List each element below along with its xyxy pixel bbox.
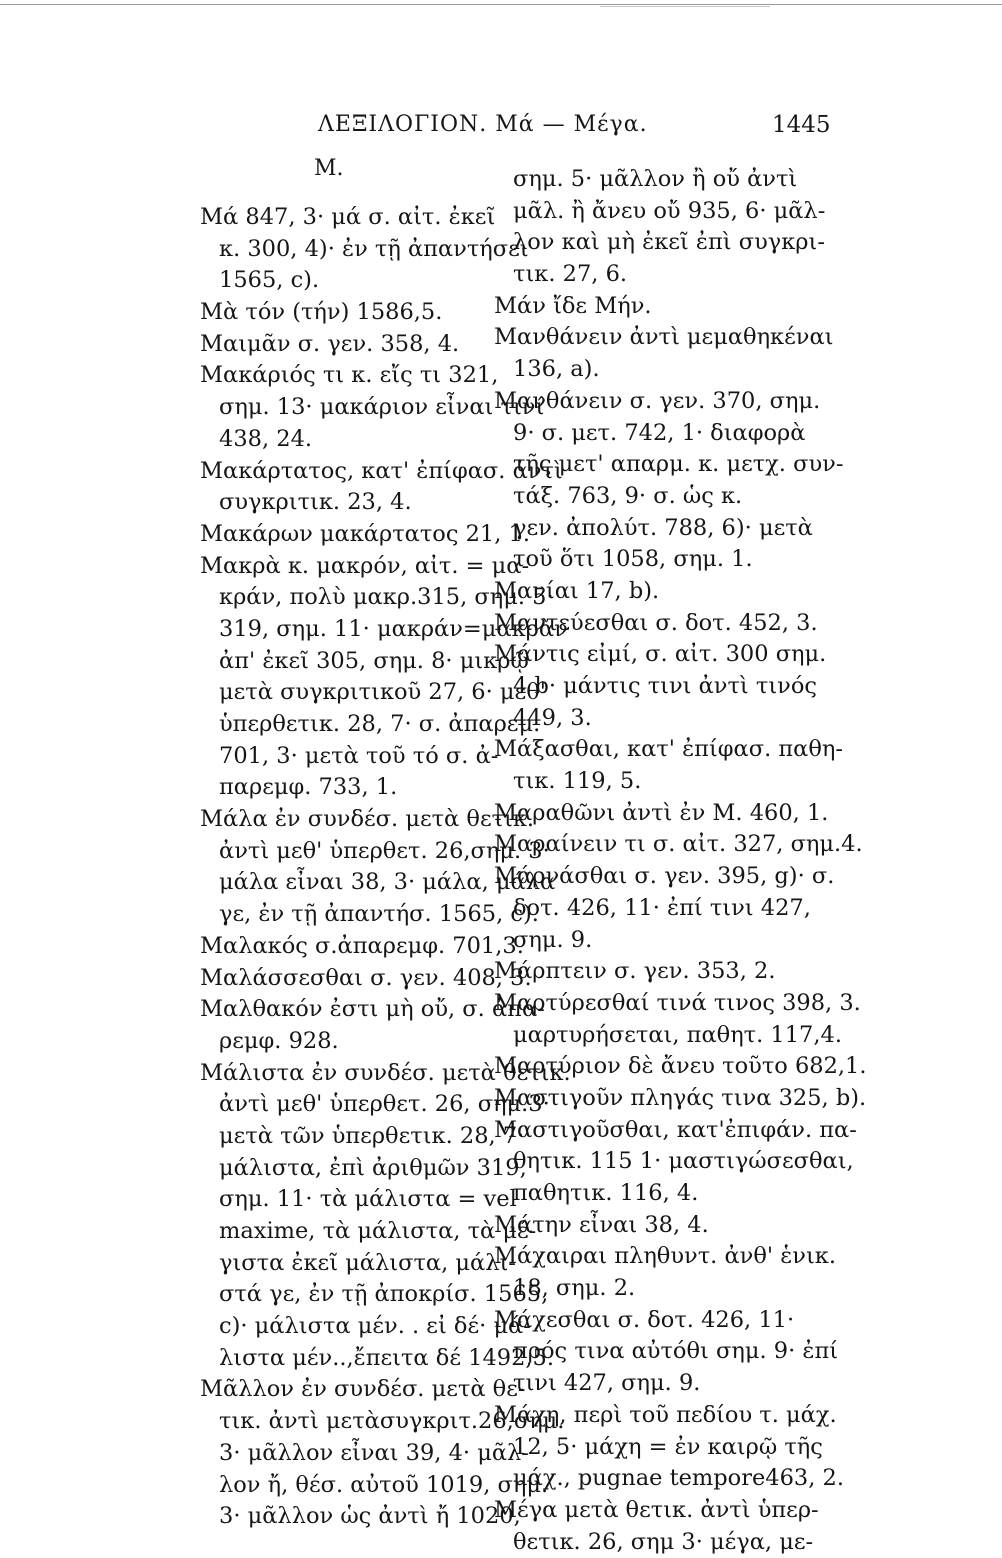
entry-line: ἀντὶ μεθ' ὑπερθετ. 26,σημ. 3· [219,837,550,864]
entry-line: c)· μάλιστα μέν. . εἰ δέ· μά- [219,1313,531,1340]
entry-line: Μάλα ἐν συνδέσ. μετὰ θετικ. [200,806,535,833]
entry-line: Μαρτύριον δὲ ἄνευ τοῦτο 682,1. [494,1053,867,1080]
entry-line: 3· μᾶλλον ὡς ἀντὶ ἤ 1020, [219,1503,521,1530]
entry-line: τοῦ ὅτι 1058, σημ. 1. [513,546,753,573]
running-title: ΛΕΞΙΛΟΓΙΟΝ. Μά — Μέγα. [318,112,648,137]
entry-line: Μάντις εἰμί, σ. αἰτ. 300 σημ. [494,641,827,668]
entry-line: Μάτην εἶναι 38, 4. [494,1211,709,1238]
entry-line: Μᾶλλον ἐν συνδέσ. μετὰ θε- [200,1376,526,1403]
page-header [0,112,1002,148]
entry-line: ρεμφ. 928. [219,1027,339,1054]
entry-line: Μάξασθαι, κατ' ἐπίφασ. παθη- [494,736,843,763]
entry-line: Μανθάνειν ἀντὶ μεμαθηκέναι [494,324,834,351]
entry-line: μάχ., pugnae tempore463, 2. [513,1465,845,1492]
entry-line: γε, ἐν τῇ ἀπαντήσ. 1565, c). [219,901,539,928]
entry-line: παρεμφ. 733, 1. [219,774,398,801]
entry-line: Μανθάνειν σ. γεν. 370, σημ. [494,387,821,414]
entry-line: 136, a). [513,356,600,383]
entry-line: λον ἤ, θέσ. αὐτοῦ 1019, σημ. [219,1471,549,1498]
entry-line: μετὰ τῶν ὑπερθετικ. 28, 7· [219,1122,525,1149]
entry-line: τικ. ἀντὶ μετὰσυγκριτ.26,σημ. [219,1408,565,1435]
entry-line: 438, 24. [219,425,313,452]
entry-line: Μαραθῶνι ἀντὶ ἐν Μ. 460, 1. [494,799,829,826]
entry-line: σημ. 5· μᾶλλον ἢ οὔ ἀντὶ [513,166,798,192]
entry-line: Μάλιστα ἐν συνδέσ. μετὰ θετικ. [200,1059,571,1086]
entry-line: Μαστιγοῦν πληγάς τινα 325, b). [494,1084,867,1111]
entry-line: Μανίαι 17, b). [494,577,660,604]
entry-line: 4 b· μάντις τινι ἀντὶ τινός [513,673,818,699]
entry-line: σημ. 13· μακάριον εἶναι τινί [219,394,545,421]
entry-line: Μὰ τόν (τήν) 1586,5. [200,299,443,326]
entry-line: Μακάρων μακάρτατος 21, 1. [200,520,530,547]
entry-line: Μά 847, 3· μά σ. αἰτ. ἐκεῖ [200,204,496,230]
entry-line: στά γε, ἐν τῇ ἀποκρίσ. 1565, [219,1281,549,1308]
page-number: 1445 [772,112,831,138]
entry-line: Μάχη, περὶ τοῦ πεδίου τ. μάχ. [494,1401,837,1428]
entry-line: Μάρνάσθαι σ. γεν. 395, g)· σ. [494,863,835,890]
entry-line: 1565, c). [219,267,320,294]
entry-line: μάλιστα, ἐπὶ ἀριθμῶν 319, [219,1154,527,1181]
entry-line: Μάν ἴδε Μήν. [494,292,652,319]
right-column [494,164,867,1558]
entry-line: 701, 3· μετὰ τοῦ τό σ. ἀ- [219,742,499,769]
entry-line: Μαλάσσεσθαι σ. γεν. 408, 3. [200,964,532,991]
entry-line: θητικ. 115 1· μαστιγώσεσθαι, [513,1148,854,1175]
entry-line: Μάχεσθαι σ. δοτ. 426, 11· [494,1306,795,1333]
entry-line: Μέγα μετὰ θετικ. ἀντὶ ὑπερ- [494,1496,819,1523]
entry-line: κ. 300, 4)· ἐν τῇ ἀπαντήσει [219,235,529,262]
entry-line: Μάχαιραι πληθυντ. ἀνθ' ἑνικ. [494,1243,837,1270]
entry-line: Μακάριός τι κ. εἴς τι 321, [200,362,499,389]
section-letter: Μ. [314,156,344,181]
entry-line: γεν. ἀπολύτ. 788, 6)· μετὰ [513,514,813,541]
top-rule [0,4,1002,5]
entry-line: τικ. 119, 5. [513,768,642,795]
entry-line: Μαντεύεσθαι σ. δοτ. 452, 3. [494,609,818,636]
entry-line: 12, 5· μάχη = ἐν καιρῷ τῆς [513,1433,823,1460]
entry-line: μαρτυρήσεται, παθητ. 117,4. [513,1021,842,1048]
entry-line: ἀπ' ἐκεῖ 305, σημ. 8· μικρῷ [219,647,529,674]
entry-line: maxime, τὰ μάλιστα, τὰ μέ- [219,1218,537,1244]
entry-line: Μακρὰ κ. μακρόν, αἰτ. = μα- [200,552,530,579]
entry-line: λον καὶ μὴ ἐκεῖ ἐπὶ συγκρι- [513,229,825,256]
entry-line: Μαραίνειν τι σ. αἰτ. 327, σημ.4. [494,831,863,858]
entry-line: κράν, πολὺ μακρ.315, σημ. 5· [219,584,554,611]
entry-line: δοτ. 426, 11· ἐπί τινι 427, [513,894,811,921]
entry-line: 449, 3. [513,704,592,731]
entry-line: μᾶλ. ἢ ἄνευ οὔ 935, 6· μᾶλ- [513,197,826,224]
entry-line: ἀντὶ μεθ' ὑπερθετ. 26, σημ.3· [219,1091,550,1118]
entry-line: συγκριτικ. 23, 4. [219,489,412,516]
entry-line: Μαλακός σ.ἀπαρεμφ. 701,3. [200,932,524,959]
entry-line: Μαρτύρεσθαί τινά τινος 398, 3. [494,989,861,1016]
entry-line: ὑπερθετικ. 28, 7· σ. ἀπαρεμ. [219,711,541,737]
entry-line: 3· μᾶλλον εἶναι 39, 4· μᾶλ- [219,1439,529,1466]
entry-line: τῆς μετ' απαρμ. κ. μετχ. συν- [513,451,844,478]
entry-line: 18, σημ. 2. [513,1275,636,1302]
entry-line: Μαιμᾶν σ. γεν. 358, 4. [200,330,460,357]
entry-line: τικ. 27, 6. [513,261,628,288]
entry-line: Μακάρτατος, κατ' ἐπίφασ. ἀντὶ [200,457,563,484]
entry-line: τινι 427, σημ. 9. [513,1370,701,1397]
entry-line: παθητικ. 116, 4. [513,1180,699,1206]
entry-line: γιστα ἐκεῖ μάλιστα, μάλι- [219,1249,516,1276]
entry-line: 9· σ. μετ. 742, 1· διαφορὰ [513,419,806,446]
entry-line: Μαστιγοῦσθαι, κατ'ἐπιφάν. πα- [494,1116,857,1143]
entry-line: μάλα εἶναι 38, 3· μάλα, μάλα [219,869,556,896]
entry-line: σημ. 9. [513,926,593,953]
entry-line: σημ. 11· τὰ μάλιστα = vel [219,1186,517,1213]
entry-line: Μαλθακόν ἐστι μὴ οὔ, σ. ἀπα- [200,996,545,1023]
entry-line: πρός τινα αὐτόθι σημ. 9· ἐπί [513,1338,839,1365]
entry-line: θετικ. 26, σημ 3· μέγα, με- [513,1528,814,1555]
entry-line: μετὰ συγκριτικοῦ 27, 6· μεθ' [219,679,546,706]
entry-line: λιστα μέν..,ἔπειτα δέ 1492,5. [219,1344,555,1371]
entry-line: Μάρπτειν σ. γεν. 353, 2. [494,958,776,985]
top-rule-fragment [600,6,770,7]
entry-line: τάξ. 763, 9· σ. ὡς κ. [513,482,743,509]
entry-line: 319, σημ. 11· μακράν=μακρὰν [219,615,568,642]
